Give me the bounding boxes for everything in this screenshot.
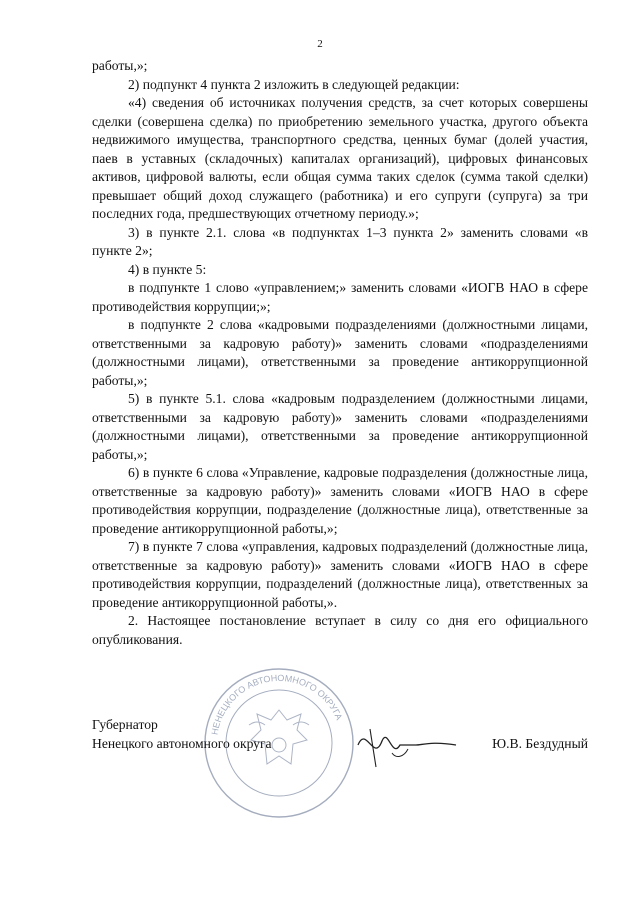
paragraph: 3) в пункте 2.1. слова «в подпунктах 1–3 пункта 2» заменить словами «в пункте 2»; [92, 224, 588, 258]
paragraph: работы,»; [92, 58, 148, 73]
paragraph: 7) в пункте 7 слова «управления, кадровых подразделений (должностные лица, ответственные за кадровую работу)» заменить словами «ИОГВ НАО в сфере противодействия коррупции, подразделений (должностные лица), ответственных за проведение антикоррупционной работы,». [92, 539, 588, 610]
svg-text:НЕНЕЦКОГО АВТОНОМНОГО ОКРУГА: НЕНЕЦКОГО АВТОНОМНОГО ОКРУГА [209, 672, 345, 736]
paragraph: 5) в пункте 5.1. слова «кадровым подразделением (должностными лицами, ответственными за кадровую работу)» заменить словами «подразделениями (должностными лицами), ответственными за проведение антикоррупционной работы,»; [92, 391, 588, 462]
signatory-name: Ю.В. Бездудный [492, 735, 588, 751]
paragraph: 4) в пункте 5: [128, 261, 207, 277]
paragraph: в подпункте 2 слова «кадровыми подразделениями (должностными лицами, ответственными за кадровую работу)» заменить словами «подразделениями (должностными лицами), ответственными за проведение антикоррупционной работы,»; [92, 317, 588, 388]
paragraph: «4) сведения об источниках получения средств, за счет которых совершены сделки (совершена сделка) по приобретению земельного участка, другого объекта недвижимого имущества, транспортного средства, ценных бумаг (долей участия, паев в уставных (складочных) капиталах организаций), цифровых финансовых активов, цифровой валюты, если общая сумма таких сделок (сумма такой сделки) превышает общий доход служащего (работника) и его супруги (супруга) за три последних года, предшествующих отчетному периоду.»; [92, 95, 588, 221]
signature-block [92, 716, 588, 753]
document-body [92, 57, 588, 649]
signatory-region: Ненецкого автономного округа [92, 735, 272, 751]
signatory-role: Губернатор [92, 717, 158, 732]
paragraph: 2) подпункт 4 пункта 2 изложить в следующей редакции: [128, 76, 460, 92]
paragraph: в подпункте 1 слово «управлением;» заменить словами «ИОГВ НАО в сфере противодействия коррупции;»; [92, 280, 588, 314]
paragraph: 2. Настоящее постановление вступает в силу со дня его официального опубликования. [92, 613, 588, 647]
paragraph: 6) в пункте 6 слова «Управление, кадровые подразделения (должностные лица, ответственные за кадровую работу)» заменить словами «ИОГВ НАО в сфере противодействия коррупции, подразделение (должностные лица), ответственные за проведение антикоррупционной работы,»; [92, 465, 588, 536]
page-number: 2 [317, 38, 323, 50]
